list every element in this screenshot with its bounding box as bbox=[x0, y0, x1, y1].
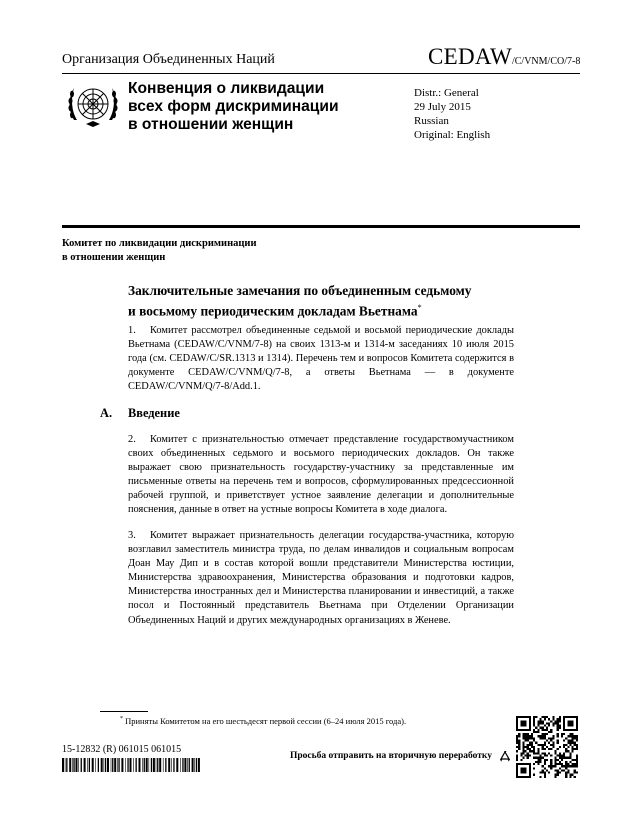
paragraph-text: Комитет рассмотрел объединенные седьмой и восьмой периодические доклады Вьетнама (CEDAW/C/VNM/7-8) на своих 1313-м и 1314-м заседаниях 10 июля 2015 года (см. CEDAW/C/SR.1313 и 1314). Перечень тем и вопросов Комитета содержится в документе CEDAW/C/VNM/Q/7-8, а ответы Вьетнама — в документе CEDAW/C/VNM/Q/7-8/Add.1. bbox=[128, 325, 514, 393]
convention-line-1: Конвенция о ликвидации bbox=[128, 80, 325, 97]
committee-name bbox=[62, 237, 257, 265]
convention-line-3: в отношении женщин bbox=[128, 116, 294, 133]
document-number: 15-12832 (R) 061015 061015 bbox=[62, 744, 182, 755]
organization-name: Организация Объединенных Наций bbox=[62, 52, 275, 67]
masthead-bottom-rule bbox=[62, 225, 580, 228]
section-letter: A. bbox=[100, 406, 113, 420]
original-language: Original: English bbox=[414, 129, 491, 141]
paragraph-number: 1. bbox=[128, 325, 136, 336]
qr-code-icon bbox=[516, 716, 578, 778]
recycle-icon bbox=[498, 750, 512, 764]
title-line-2-text: и восьмому периодическим докладам Вьетнама bbox=[128, 303, 418, 319]
date: 29 July 2015 bbox=[414, 101, 471, 113]
paragraph-3 bbox=[128, 529, 514, 628]
barcode-icon bbox=[62, 758, 200, 772]
document-symbol bbox=[428, 44, 580, 70]
section-title: Введение bbox=[128, 406, 180, 420]
section-heading bbox=[100, 406, 180, 421]
header-rule bbox=[62, 73, 580, 74]
committee-line-2: в отношении женщин bbox=[62, 252, 166, 263]
convention-line-2: всех форм дискриминации bbox=[128, 98, 339, 115]
symbol-suffix: /C/VNM/CO/7-8 bbox=[511, 56, 581, 67]
document-title bbox=[128, 282, 528, 319]
distribution-info bbox=[414, 86, 490, 142]
paragraph-2 bbox=[128, 433, 514, 518]
committee-line-1: Комитет по ликвидации дискриминации bbox=[62, 238, 257, 249]
recycle-text: Просьба отправить на вторичную переработку bbox=[290, 751, 492, 761]
convention-title bbox=[128, 80, 339, 134]
title-line-1: Заключительные замечания по объединенным седьмому bbox=[128, 283, 472, 298]
un-emblem-icon bbox=[64, 80, 122, 132]
paragraph-text: Комитет с признательностью отмечает представление государствомучастником своих объединенных седьмого и восьмого периодических докладов. Он также выражает свою признательность государству-участнику за представленные им письменные ответы на перечень тем и вопросов, сформулированных предсессионной рабочей группой, и приветствует устное заявление делегации и дополнительные пояснения, данные в ответ на устные вопросы Комитета в ходе диалога. bbox=[128, 434, 514, 516]
paragraph-1 bbox=[128, 324, 514, 394]
footnote bbox=[120, 716, 406, 726]
footnote-mark: * bbox=[120, 716, 123, 723]
symbol-main: CEDAW bbox=[428, 44, 512, 69]
footnote-rule bbox=[100, 711, 148, 712]
title-line-2 bbox=[128, 299, 528, 319]
title-footnote-mark: * bbox=[417, 303, 422, 312]
paragraph-text: Комитет выражает признательность делегации государства-участника, которую возглавил заместитель министра труда, по делам инвалидов и социальным вопросам Доан Мау Дип и в состав которой вошли представители Министерства юстиции, Министерства здравоохранения, Министерства образования и подготовки кадров, Министерства иностранных дел и Министерства планировании и инвестиций, а также посол и Постоянный представитель Вьетнама при Отделении Организации Объединенных Наций и других международных организациях в Женеве. bbox=[128, 530, 514, 626]
language: Russian bbox=[414, 115, 449, 127]
paragraph-number: 3. bbox=[128, 530, 136, 541]
footnote-text: Приняты Комитетом на его шестьдесят первой сессии (6–24 июля 2015 года). bbox=[125, 716, 407, 726]
paragraph-number: 2. bbox=[128, 434, 136, 445]
distr: Distr.: General bbox=[414, 87, 479, 99]
